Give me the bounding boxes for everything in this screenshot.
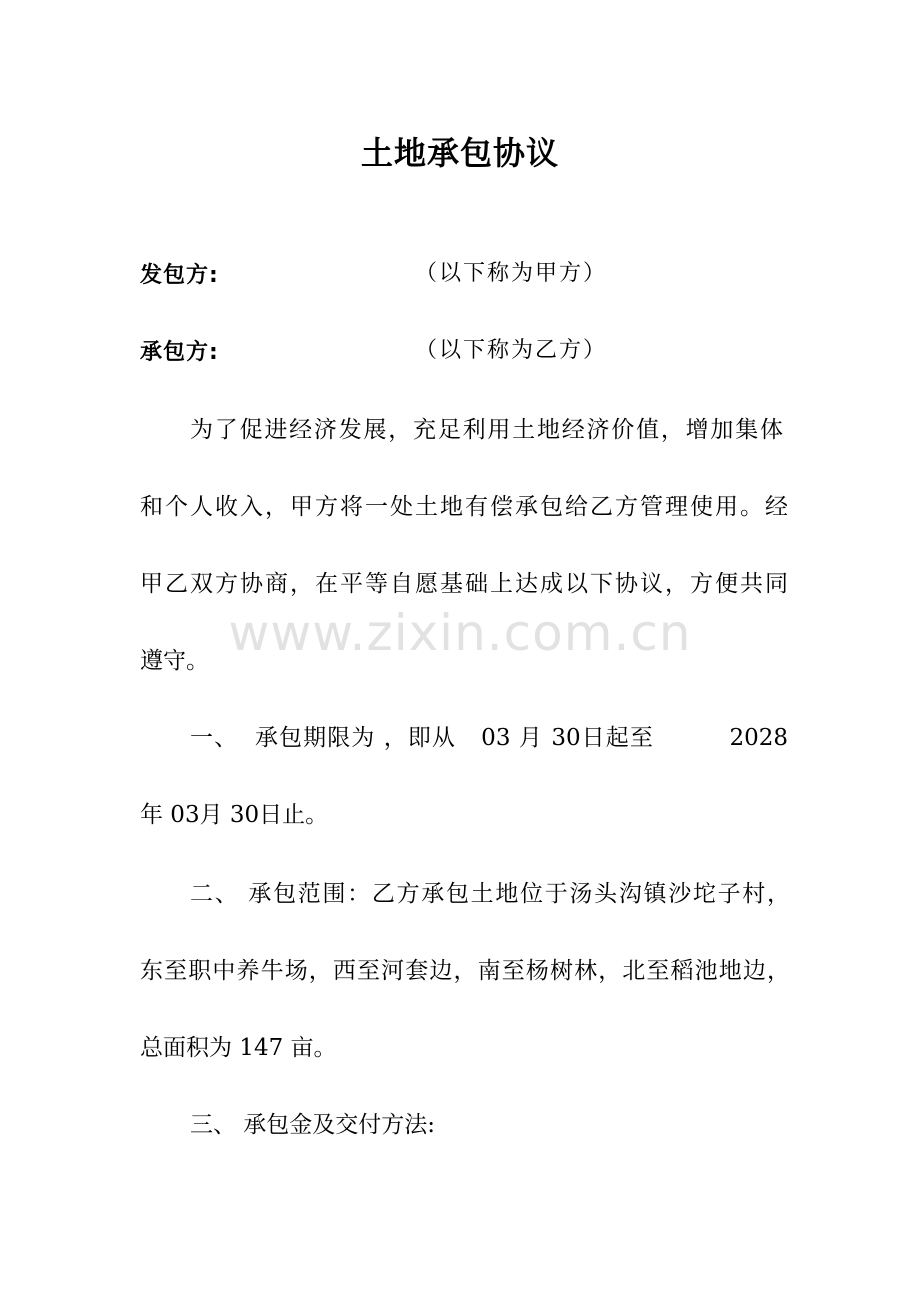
clause-line: 总面积为 147 亩。: [140, 1035, 337, 1061]
clause-line: 东至职中养牛场，西至河套边，南至杨树林，北至稻池地边，: [140, 958, 790, 984]
party-a-note: （以下称为甲方）: [415, 261, 608, 286]
watermark: www.zixin.com.cn: [228, 604, 692, 662]
intro-line: 遵守。: [140, 648, 209, 674]
intro-line: 为了促进经济发展，充足利用土地经济价值，增加集体: [190, 417, 783, 443]
intro-line: 和个人收入，甲方将一处土地有偿承包给乙方管理使用。经: [140, 494, 788, 520]
intro-line: 甲乙双方协商，在平等自愿基础上达成以下协议，方便共同: [140, 571, 788, 597]
clause-line: 三、 承包金及交付方法:: [190, 1112, 436, 1138]
clause-line: 二、 承包范围：乙方承包土地位于汤头沟镇沙坨子村，: [190, 881, 790, 907]
party-b-label: 承包方:: [140, 340, 219, 365]
party-a-label: 发包方:: [140, 263, 219, 288]
party-b-note: （以下称为乙方）: [415, 338, 608, 363]
clause-line: 年 03月 30日止。: [140, 802, 329, 828]
clause-line: 一、 承包期限为 ，即从 03 月 30日起至 2028: [190, 725, 788, 751]
document-title: 土地承包协议: [360, 134, 559, 172]
